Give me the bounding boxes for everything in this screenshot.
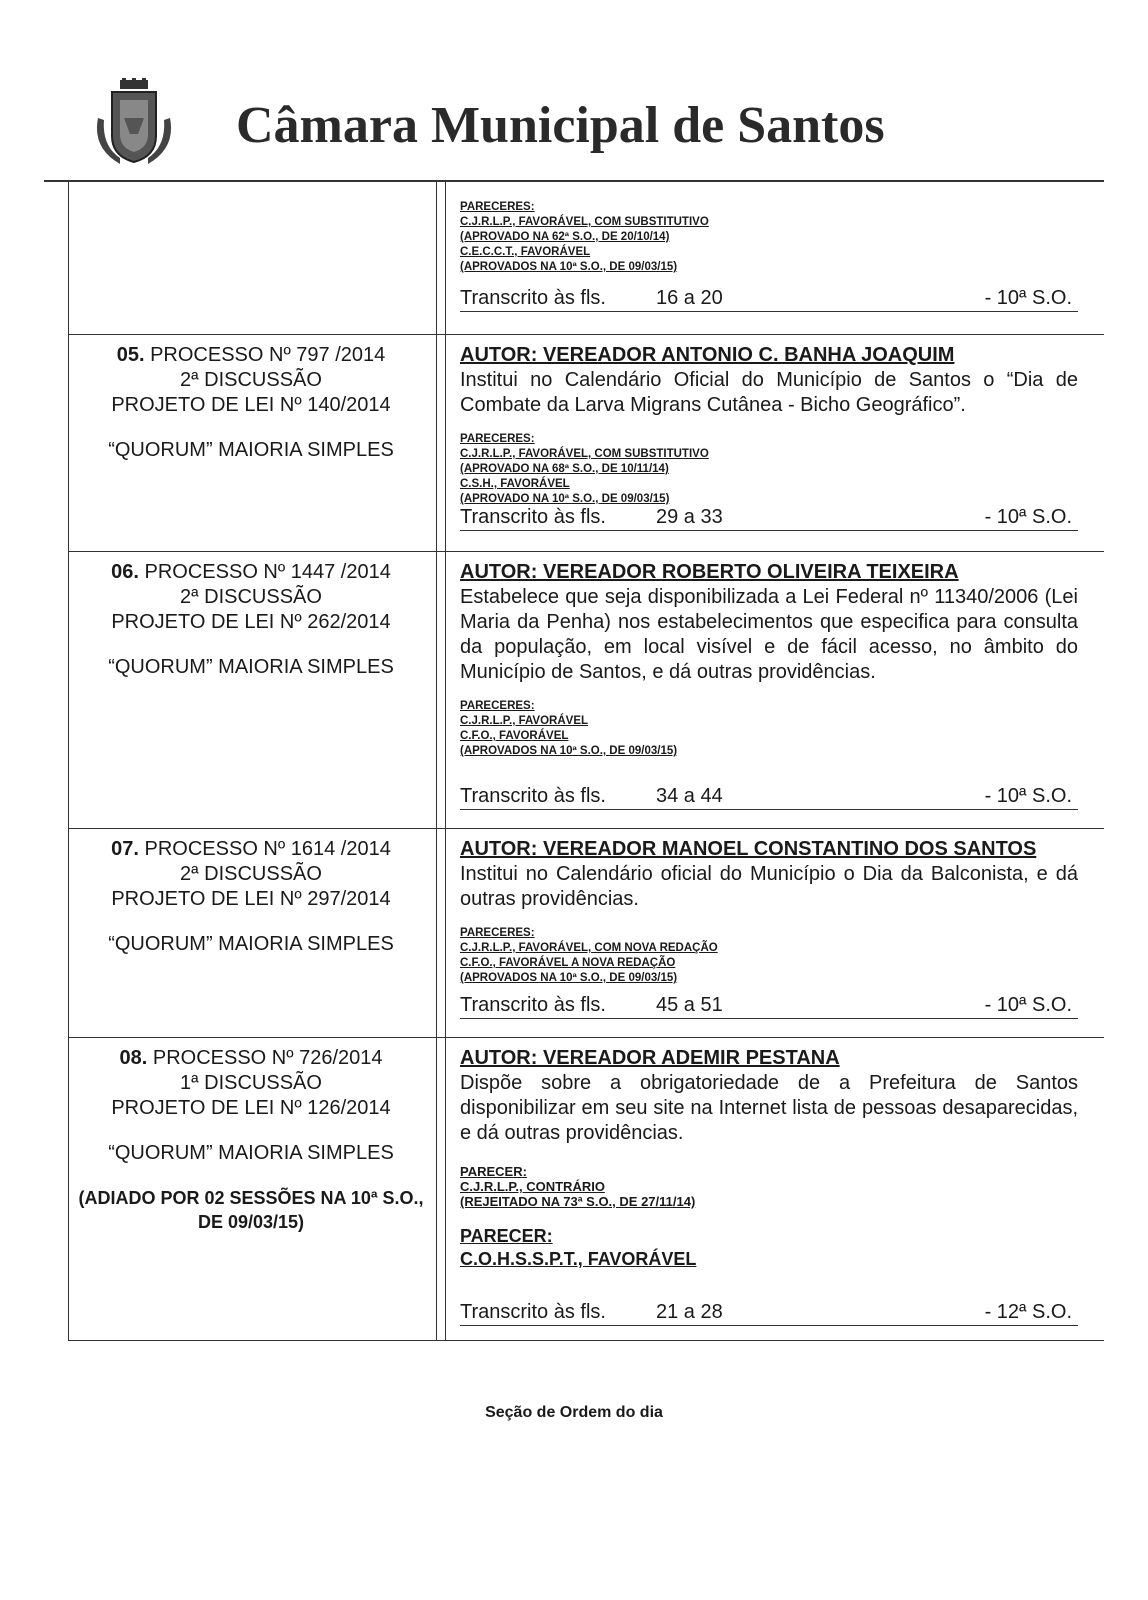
item-description: Dispõe sobre a obrigatoriedade de a Prefeitura de Santos disponibilizar em seu site na Internet lista de pessoas desaparecidas, e dá outras providências. (460, 1072, 1078, 1144)
item-number: 06. (111, 561, 139, 583)
parecer-line: C.J.R.L.P., FAVORÁVEL (460, 715, 589, 727)
pareceres-block (460, 926, 1078, 986)
projeto-de-lei: PROJETO DE LEI Nº 262/2014 (111, 611, 391, 633)
table-row (68, 552, 1104, 829)
row-right-cell (460, 1038, 1078, 1323)
quorum: “QUORUM” MAIORIA SIMPLES (108, 1142, 394, 1164)
pareceres-block (460, 432, 1078, 507)
row-left-cell (68, 1046, 434, 1234)
row-right-cell (460, 829, 1078, 1016)
quorum: “QUORUM” MAIORIA SIMPLES (108, 933, 394, 955)
table-row (68, 1038, 1104, 1341)
parecer-title: PARECER: (460, 1164, 527, 1179)
table-row (68, 829, 1104, 1038)
item-description: Estabelece que seja disponibilizada a Lei Federal nº 11340/2006 (Lei Maria da Penha) nos estabelecimentos que especifica para consulta da população, em local visível e de fácil acesso, no âmbito do Município de Santos, e dá outras providências. (460, 586, 1078, 683)
row-left-cell (68, 560, 434, 680)
parecer-line: C.F.O., FAVORÁVEL (460, 730, 569, 742)
page-title: Câmara Municipal de Santos (236, 97, 885, 154)
parecer-line: C.O.H.S.S.P.T., FAVORÁVEL (460, 1249, 697, 1269)
agenda-table (68, 182, 1104, 1341)
transcrito-pages: 34 a 44 (656, 785, 723, 807)
item-description: Institui no Calendário Oficial do Município de Santos o “Dia de Combate da Larva Migrans Cutânea - Bicho Geográfico”. (460, 369, 1078, 416)
parecer-line: C.E.C.C.T., FAVORÁVEL (460, 246, 591, 258)
processo-number: PROCESSO Nº 1614 /2014 (144, 838, 391, 860)
row-right-cell (460, 182, 1078, 309)
row-left-cell (68, 837, 434, 957)
item-number: 07. (111, 838, 139, 860)
pareceres-block (460, 200, 1078, 275)
page-footer: Seção de Ordem do dia (485, 1404, 663, 1421)
row-right-cell (460, 335, 1078, 528)
parecer-line: (APROVADO NA 68ª S.O., DE 10/11/14) (460, 463, 669, 475)
pareceres-title: PARECERES: (460, 433, 535, 445)
projeto-de-lei: PROJETO DE LEI Nº 140/2014 (111, 394, 391, 416)
table-row (68, 182, 1104, 335)
parecer-line: (APROVADO NA 10ª S.O., DE 09/03/15) (460, 493, 670, 505)
transcrito-line (460, 286, 1078, 312)
transcrito-pages: 21 a 28 (656, 1301, 723, 1323)
discussao: 1ª DISCUSSÃO (180, 1072, 322, 1094)
transcrito-line (460, 993, 1078, 1019)
quorum: “QUORUM” MAIORIA SIMPLES (108, 439, 394, 461)
processo-number: PROCESSO Nº 797 /2014 (150, 344, 386, 366)
pareceres-title: PARECERES: (460, 201, 535, 213)
item-number: 08. (119, 1047, 148, 1069)
parecer-title: PARECER: (460, 1226, 553, 1246)
transcrito-label: Transcrito às fls. (460, 506, 606, 528)
parecer-line: C.S.H., FAVORÁVEL (460, 478, 570, 490)
discussao: 2ª DISCUSSÃO (180, 586, 322, 608)
row-left-cell (68, 343, 434, 463)
parecer-block (460, 1164, 1078, 1209)
autor-heading: AUTOR: VEREADOR ANTONIO C. BANHA JOAQUIM (460, 344, 955, 366)
processo-number: PROCESSO Nº 726/2014 (152, 1047, 383, 1069)
autor-heading: AUTOR: VEREADOR MANOEL CONSTANTINO DOS SANTOS (460, 838, 1037, 860)
column-separator (436, 182, 446, 334)
column-separator (436, 335, 446, 551)
transcrito-line (460, 505, 1078, 531)
item-number: 05. (116, 344, 145, 366)
transcrito-session: - 10ª S.O. (984, 287, 1072, 309)
projeto-de-lei: PROJETO DE LEI Nº 126/2014 (111, 1097, 391, 1119)
parecer-line: (APROVADOS NA 10ª S.O., DE 09/03/15) (460, 745, 678, 757)
transcrito-label: Transcrito às fls. (460, 994, 606, 1016)
projeto-de-lei: PROJETO DE LEI Nº 297/2014 (111, 888, 391, 910)
parecer-line: C.J.R.L.P., FAVORÁVEL, COM NOVA REDAÇÃO (460, 942, 718, 954)
city-crest-icon (90, 78, 178, 168)
item-description: Institui no Calendário oficial do Município o Dia da Balconista, e dá outras providências. (460, 863, 1078, 910)
pareceres-block (460, 699, 1078, 759)
parecer-block (460, 1225, 1078, 1271)
column-separator (436, 1038, 446, 1340)
transcrito-label: Transcrito às fls. (460, 287, 606, 309)
transcrito-session: - 12ª S.O. (984, 1301, 1072, 1323)
quorum: “QUORUM” MAIORIA SIMPLES (108, 656, 394, 678)
pareceres-title: PARECERES: (460, 927, 535, 939)
column-separator (436, 552, 446, 828)
parecer-line: (APROVADOS NA 10ª S.O., DE 09/03/15) (460, 261, 678, 273)
column-separator (436, 829, 446, 1037)
transcrito-line (460, 1300, 1078, 1326)
processo-number: PROCESSO Nº 1447 /2014 (144, 561, 391, 583)
parecer-line: (APROVADOS NA 10ª S.O., DE 09/03/15) (460, 972, 678, 984)
transcrito-pages: 29 a 33 (656, 506, 723, 528)
transcrito-pages: 16 a 20 (656, 287, 723, 309)
parecer-line: C.F.O., FAVORÁVEL A NOVA REDAÇÃO (460, 957, 676, 969)
parecer-line: C.J.R.L.P., CONTRÁRIO (460, 1179, 605, 1194)
transcrito-label: Transcrito às fls. (460, 1301, 606, 1323)
page-header (0, 0, 1148, 180)
parecer-line: C.J.R.L.P., FAVORÁVEL, COM SUBSTITUTIVO (460, 216, 709, 228)
autor-heading: AUTOR: VEREADOR ROBERTO OLIVEIRA TEIXEIRA (460, 561, 959, 583)
transcrito-pages: 45 a 51 (656, 994, 723, 1016)
table-row (68, 335, 1104, 552)
discussao: 2ª DISCUSSÃO (180, 369, 322, 391)
parecer-line: (APROVADO NA 62ª S.O., DE 20/10/14) (460, 231, 670, 243)
discussao: 2ª DISCUSSÃO (180, 863, 322, 885)
adiado-note: (ADIADO POR 02 SESSÕES NA 10ª S.O., DE 09/03/15) (78, 1188, 424, 1232)
transcrito-session: - 10ª S.O. (984, 994, 1072, 1016)
transcrito-session: - 10ª S.O. (984, 506, 1072, 528)
transcrito-session: - 10ª S.O. (984, 785, 1072, 807)
row-right-cell (460, 552, 1078, 807)
parecer-line: (REJEITADO NA 73ª S.O., DE 27/11/14) (460, 1194, 696, 1209)
pareceres-title: PARECERES: (460, 700, 535, 712)
transcrito-line (460, 784, 1078, 810)
autor-heading: AUTOR: VEREADOR ADEMIR PESTANA (460, 1047, 840, 1069)
transcrito-label: Transcrito às fls. (460, 785, 606, 807)
parecer-line: C.J.R.L.P., FAVORÁVEL, COM SUBSTITUTIVO (460, 448, 709, 460)
